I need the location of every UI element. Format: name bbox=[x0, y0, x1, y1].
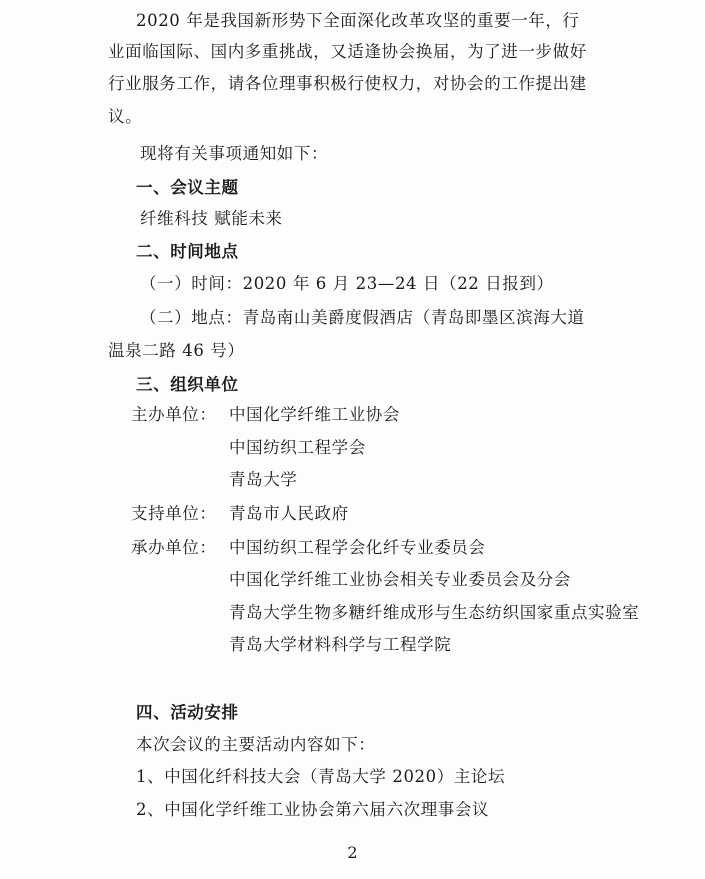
activities-intro: 本次会议的主要活动内容如下： bbox=[136, 735, 376, 754]
section-heading-activities: 四、活动安排 bbox=[136, 703, 239, 722]
host-unit: 青岛大学 bbox=[229, 470, 298, 489]
host-unit: 中国化学纤维工业协会 bbox=[229, 405, 400, 424]
host-unit: 中国纺织工程学会 bbox=[229, 438, 366, 457]
host-label: 主办单位： bbox=[131, 405, 217, 424]
meeting-place-line-1: （二）地点：青岛南山美爵度假酒店（青岛即墨区滨海大道 bbox=[140, 308, 585, 327]
section-heading-organizers: 三、组织单位 bbox=[136, 375, 239, 394]
organizer-unit: 中国化学纤维工业协会相关专业委员会及分会 bbox=[229, 570, 571, 589]
meeting-theme: 纤维科技 赋能未来 bbox=[140, 209, 283, 228]
organizer-unit: 青岛大学生物多糖纤维成形与生态纺织国家重点实验室 bbox=[229, 603, 640, 622]
organizer-unit: 青岛大学材料科学与工程学院 bbox=[229, 635, 452, 654]
support-unit: 青岛市人民政府 bbox=[229, 504, 349, 523]
page-number: 2 bbox=[347, 843, 358, 862]
activity-item: 2、中国化学纤维工业协会第六届六次理事会议 bbox=[136, 800, 490, 819]
support-label: 支持单位： bbox=[131, 504, 217, 523]
section-heading-theme: 一、会议主题 bbox=[136, 178, 239, 197]
notice-text: 现将有关事项通知如下： bbox=[140, 144, 329, 163]
section-heading-time-place: 二、时间地点 bbox=[136, 242, 239, 261]
meeting-time: （一）时间：2020 年 6 月 23—24 日（22 日报到） bbox=[140, 274, 554, 293]
intro-line-4: 议。 bbox=[108, 107, 143, 126]
intro-line-3: 行业服务工作，请各位理事积极行使权力，对协会的工作提出建 bbox=[108, 74, 587, 93]
activity-item: 1、中国化纤科技大会（青岛大学 2020）主论坛 bbox=[136, 767, 506, 786]
organizer-unit: 中国纺织工程学会化纤专业委员会 bbox=[229, 538, 486, 557]
intro-line-1: 2020 年是我国新形势下全面深化改革攻坚的重要一年，行 bbox=[136, 11, 580, 30]
intro-line-2: 业面临国际、国内多重挑战，又适逢协会换届，为了进一步做好 bbox=[108, 42, 587, 61]
meeting-place-line-2: 温泉二路 46 号） bbox=[108, 341, 245, 360]
organizer-label: 承办单位： bbox=[131, 538, 217, 557]
